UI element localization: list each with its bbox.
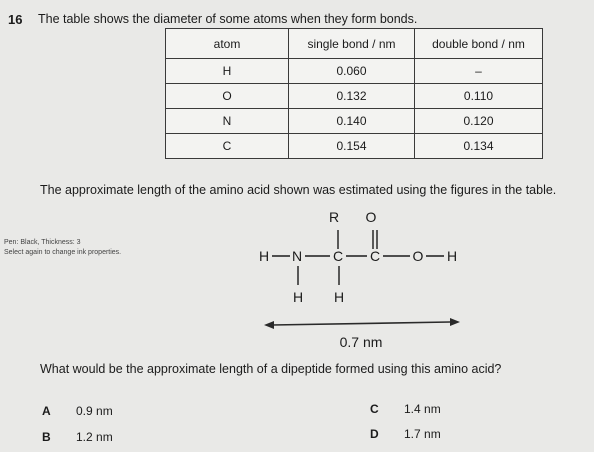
atom-C-carbonyl: C <box>369 248 381 264</box>
option-c[interactable] <box>370 402 441 416</box>
length-label: 0.7 nm <box>339 334 383 350</box>
option-letter: B <box>42 430 51 444</box>
cell-double: 0.110 <box>415 84 543 109</box>
header-atom: atom <box>166 29 289 59</box>
cell-atom: C <box>166 134 289 159</box>
ink-properties-tooltip <box>4 238 121 258</box>
option-value: 1.7 nm <box>404 427 441 441</box>
table-header-row <box>166 29 543 59</box>
atom-H-below-N: H <box>292 289 304 305</box>
option-a[interactable] <box>42 404 113 418</box>
atom-H-left: H <box>258 248 270 264</box>
table-row <box>166 59 543 84</box>
option-letter: C <box>370 402 379 416</box>
cell-single: 0.140 <box>289 109 415 134</box>
cell-single: 0.060 <box>289 59 415 84</box>
cell-atom: O <box>166 84 289 109</box>
header-double-bond: double bond / nm <box>415 29 543 59</box>
atom-H-below-C: H <box>333 289 345 305</box>
table-row <box>166 109 543 134</box>
question-number: 16 <box>8 12 23 27</box>
cell-atom: N <box>166 109 289 134</box>
cell-double: 0.134 <box>415 134 543 159</box>
amino-acid-structure <box>250 205 480 350</box>
table-row <box>166 134 543 159</box>
header-single-bond: single bond / nm <box>289 29 415 59</box>
table-row <box>166 84 543 109</box>
ink-pen-info: Pen: Black, Thickness: 3 <box>4 239 81 246</box>
question-intro: The table shows the diameter of some atoms when they form bonds. <box>38 12 418 26</box>
bond-table <box>165 28 543 159</box>
atom-O-top: O <box>365 209 377 225</box>
cell-single: 0.132 <box>289 84 415 109</box>
option-letter: D <box>370 427 379 441</box>
atom-O-right: O <box>412 248 424 264</box>
atom-H-right: H <box>446 248 458 264</box>
option-value: 1.4 nm <box>404 402 441 416</box>
cell-atom: H <box>166 59 289 84</box>
cell-double: 0.120 <box>415 109 543 134</box>
option-value: 0.9 nm <box>76 404 113 418</box>
arrow-right-head-icon <box>450 318 460 326</box>
atom-N: N <box>291 248 303 264</box>
cell-double: – <box>415 59 543 84</box>
atom-C-alpha: C <box>332 248 344 264</box>
option-d[interactable] <box>370 427 441 441</box>
question-text: What would be the approximate length of a dipeptide formed using this amino acid? <box>40 362 502 376</box>
arrow-left-head-icon <box>264 321 274 329</box>
option-b[interactable] <box>42 430 113 444</box>
option-letter: A <box>42 404 51 418</box>
atom-R: R <box>328 209 340 225</box>
length-arrow-line <box>272 322 450 325</box>
option-value: 1.2 nm <box>76 430 113 444</box>
cell-single: 0.154 <box>289 134 415 159</box>
approximation-text: The approximate length of the amino acid shown was estimated using the figures in the table. <box>40 183 557 197</box>
ink-hint: Select again to change ink properties. <box>4 249 122 256</box>
